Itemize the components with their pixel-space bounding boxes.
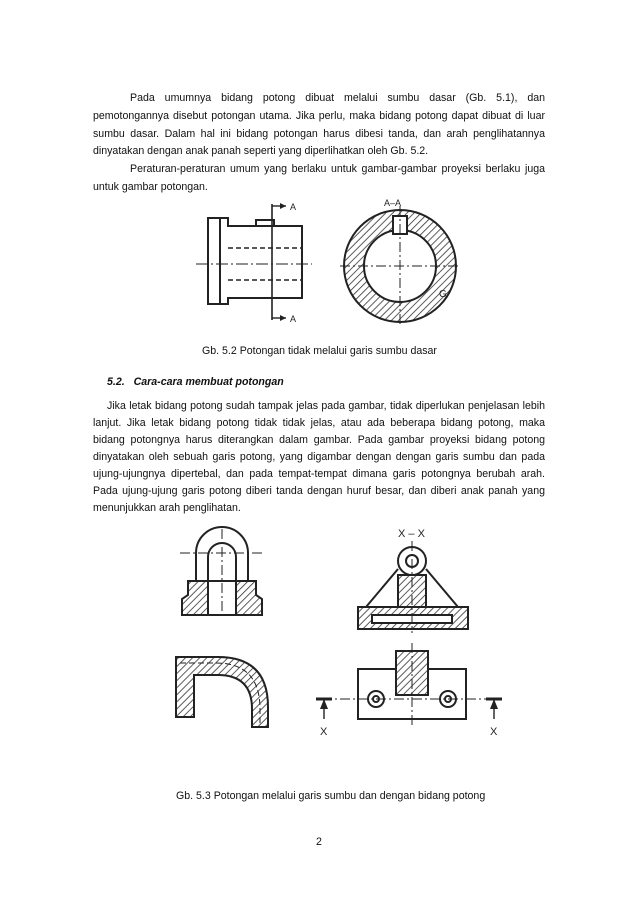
intro-paragraph-1: Pada umumnya bidang potong dibuat melalui sumbu dasar (Gb. 5.1), dan pemotongannya disebut potongan utama. Jika perlu, maka bidang potong dapat dibuat di luar sumbu dasar. Dalam hal ini bidang potongan harus dibesi tanda, dan arah penglihatannya dinyatakan dengan anak panah seperti yang diperlihatkan oleh Gb. 5.2. (93, 92, 545, 158)
figure-5-3-caption: Gb. 5.3 Potongan melalui garis sumbu dan dengan bidang potong (176, 790, 486, 802)
bracket-section-view (358, 541, 468, 633)
section-heading (107, 376, 284, 388)
section-mark-a-top: A (290, 202, 297, 212)
intro-paragraph-2: Peraturan-peraturan umum yang berlaku untuk gambar-gambar proyeksi berlaku juga untuk gambar potongan. (93, 163, 545, 193)
page-number: 2 (316, 836, 322, 848)
section-mark-x-right: X (490, 726, 498, 738)
figure-5-2-drawing (190, 196, 638, 326)
section-mark-a-bottom: A (290, 314, 297, 324)
shaft-side-view (196, 203, 312, 321)
body-paragraph: Jika letak bidang potong sudah tampak jelas pada gambar, tidak diperlukan penjelasan lebih lanjut. Jika letak bidang potong tidak tidak jelas, atau ada beberapa bidang potong, maka bidang potongnya harus diterangkan dalam gambar. Pada gambar proyeksi bidang potong dinyatakan oleh sebuah garis potong, yang digambar dengan dengan garis sumbu dan pada ujung-ujungnya dipertebal, dan pada tempat-tempat dimana garis potongnya berubah arah. Pada ujung-ujung garis potong diberi tanda dengan huruf besar, dan diberi anak panah yang menunjukkan arah penglihatan. (93, 400, 545, 514)
figure-5-2-caption: Gb. 5.2 Potongan tidak melalui garis sumbu dasar (202, 345, 437, 357)
label-g: G (439, 289, 447, 300)
section-label-aa: A–A (384, 198, 402, 208)
eye-bolt-view (180, 527, 264, 619)
section-mark-x-left: X (320, 726, 328, 738)
figure-5-3-drawing (150, 523, 510, 743)
section-label-xx: X – X (398, 528, 425, 540)
section-number: 5.2. (107, 376, 125, 388)
section-view-aa (340, 206, 460, 326)
elbow-section-view (176, 657, 268, 727)
section-title: Cara-cara membuat potongan (133, 376, 284, 388)
plan-view (316, 643, 502, 725)
